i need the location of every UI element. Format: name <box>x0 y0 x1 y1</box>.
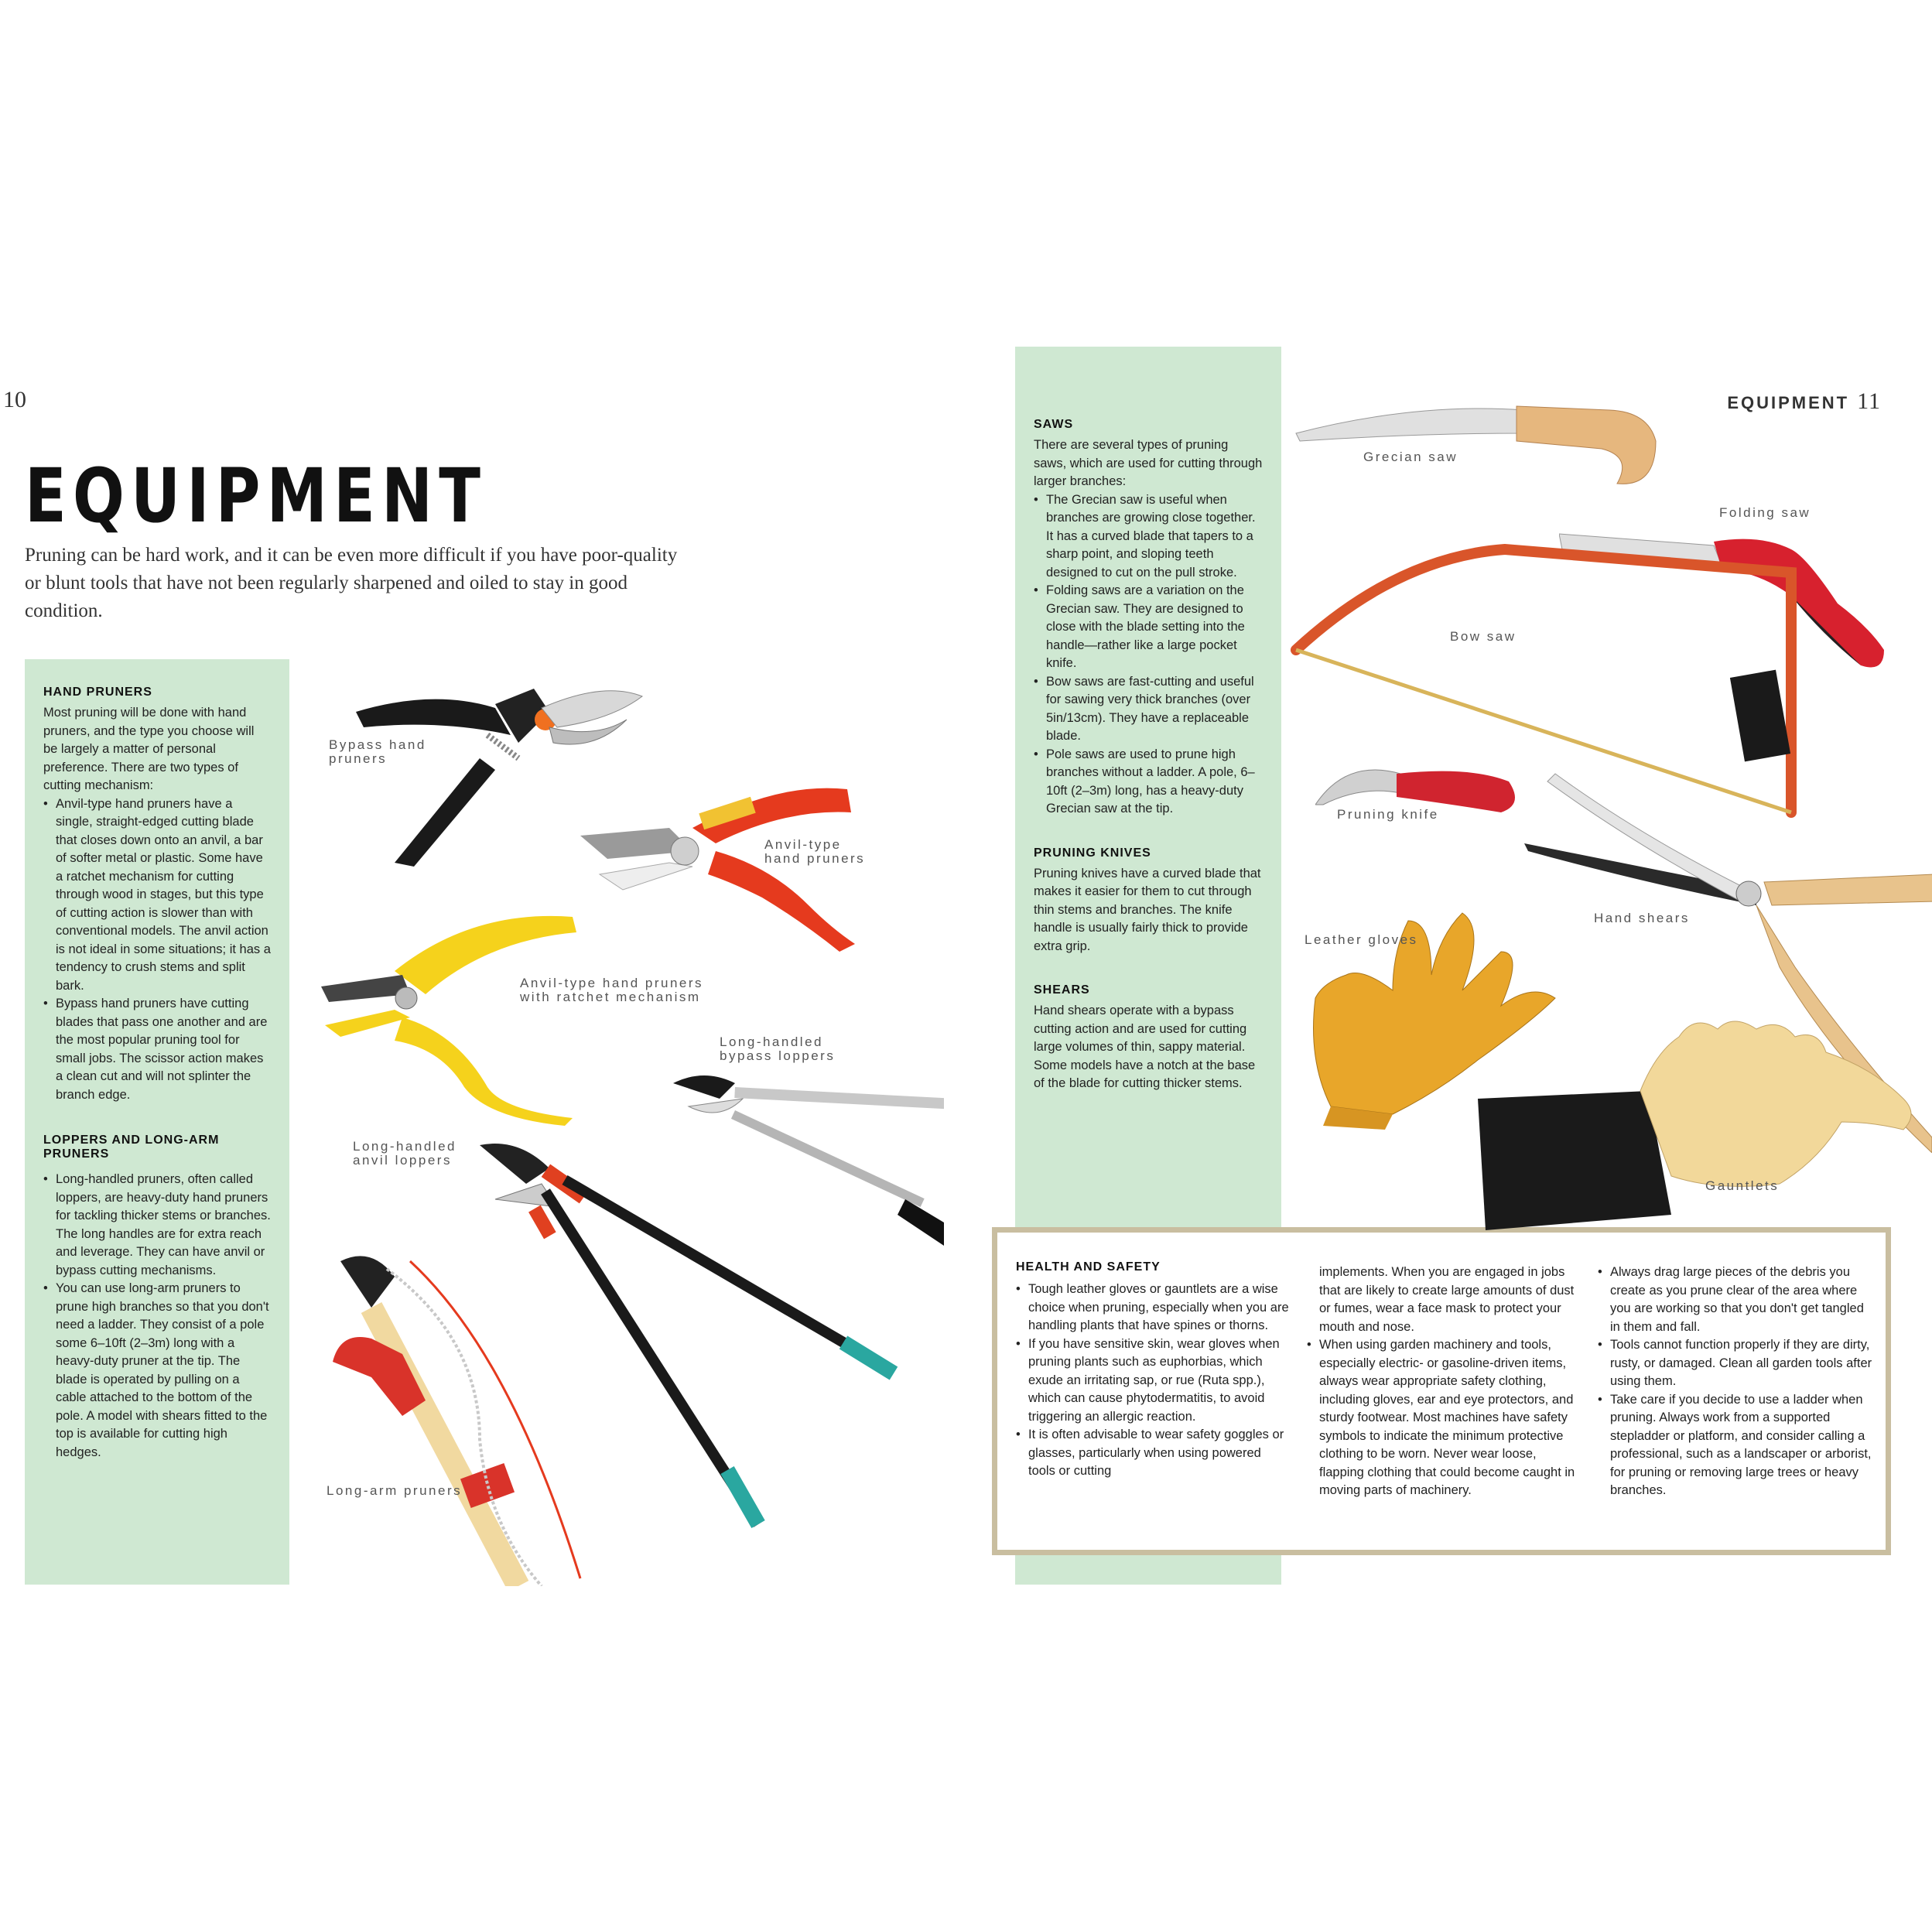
hand-pruners-sidebar <box>25 659 289 1585</box>
ratchet-pruners-illustration <box>317 909 580 1126</box>
caption-bow-saw: Bow saw <box>1450 629 1517 644</box>
caption-hand-shears: Hand shears <box>1594 911 1690 925</box>
saws-bullet: • Folding saws are a variation on the Grecian saw. They are designed to close with the blade setting into the handle—rather like a large pocket knife. <box>1034 582 1263 673</box>
hand-pruners-bullet: • Bypass hand pruners have cutting blades that pass one another and are the most popular pruning tool for small jobs. The scissor action makes a clean cut and will not splinter the branch edge. <box>43 995 271 1104</box>
grecian-saw-illustration <box>1292 395 1664 495</box>
shears-body: Hand shears operate with a bypass cutting action and are used for cutting large volumes of thin, sappy material. Some models have a notch at the base of the blade for cutting thicker stems. <box>1034 1004 1256 1090</box>
safety-bullet: • It is often advisable to wear safety goggles or glasses, particularly when using powered tools or cutting <box>1016 1426 1291 1481</box>
caption-folding-saw: Folding saw <box>1719 505 1811 520</box>
right-page-number: 11 <box>1857 388 1881 414</box>
knives-heading: PRUNING KNIVES <box>1034 846 1151 860</box>
caption-anvil-pruners: Anvil-type hand pruners <box>764 837 866 866</box>
caption-bypass-pruners: Bypass hand pruners <box>329 737 426 766</box>
caption-ratchet-pruners: Anvil-type hand pruners with ratchet mechanism <box>520 976 704 1004</box>
saws-bullet: • The Grecian saw is useful when branches are growing close together. It has a curved blade that tapers to a sharp point, and sloping teeth designed to cut on the pull stroke. <box>1034 491 1263 583</box>
loppers-bullet: • Long-handled pruners, often called loppers, are heavy-duty hand pruners for tackling thicker stems or branches. The long handles are for extra reach and leverage. They can have anvil or bypass cutting mechanisms. <box>43 1171 271 1280</box>
caption-long-arm-pruners: Long-arm pruners <box>327 1483 463 1498</box>
hand-pruners-body: Most pruning will be done with hand pruners, and the type you choose will be largely a matter of personal preference. There are two types of cutting mechanism: <box>43 706 255 792</box>
safety-bullet: • Tools cannot function properly if they are dirty, rusty, or damaged. Clean all garden tools after using them. <box>1598 1336 1873 1391</box>
saws-body: There are several types of pruning saws, which are used for cutting through larger branches: <box>1034 438 1263 488</box>
gauntlets-illustration <box>1470 1006 1927 1230</box>
safety-heading: HEALTH AND SAFETY <box>1016 1260 1161 1274</box>
safety-column-3 <box>1598 1263 1873 1500</box>
caption-grecian-saw: Grecian saw <box>1363 450 1458 464</box>
safety-bullet: • Always drag large pieces of the debris you create as you prune clear of the area where you are working so that you don't get tangled in them and fall. <box>1598 1263 1873 1336</box>
left-page-number: 10 <box>3 387 26 412</box>
safety-column-1 <box>1016 1281 1291 1481</box>
safety-bullet: • Take care if you decide to use a ladder when pruning. Always work from a supported stepladder or platform, and consider calling a professional, such as a landscaper or arborist, for pruning or removing large trees or heavy branches. <box>1598 1391 1873 1500</box>
caption-gauntlets: Gauntlets <box>1705 1178 1780 1193</box>
safety-continued-text: implements. When you are engaged in jobs that are likely to create large amounts of dust or fumes, wear a face mask to protect your mouth and nose. <box>1319 1265 1575 1334</box>
safety-bullet: • Tough leather gloves or gauntlets are a wise choice when pruning, especially when you are handling plants that have spines or thorns. <box>1016 1281 1291 1335</box>
saws-bullet: • Bow saws are fast-cutting and useful for sawing very thick branches (over 5in/13cm). They have a replaceable blade. <box>1034 673 1263 746</box>
knives-body: Pruning knives have a curved blade that makes it easier for them to cut through thin stems and branches. The knife handle is usually fairly thick to provide extra grip. <box>1034 866 1261 953</box>
safety-bullet: • If you have sensitive skin, wear gloves when pruning plants such as euphorbias, which exude an irritating sap, or rue (Ruta spp.), which can cause phytodermatitis, to avoid triggering an allergic reaction. <box>1016 1335 1291 1427</box>
loppers-bullet: • You can use long-arm pruners to prune high branches so that you don't need a ladder. They consist of a pole some 6–10ft (2–3m) long with a heavy-duty pruner at the tip. The blade is operated by pulling on a cable attached to the bottom of the pole. A model with shears fitted to the top is available for cutting high hedges. <box>43 1280 271 1462</box>
safety-column-2 <box>1307 1263 1582 1500</box>
health-safety-box <box>992 1227 1891 1555</box>
shears-heading: SHEARS <box>1034 983 1090 997</box>
caption-leather-gloves: Leather gloves <box>1305 932 1418 947</box>
hand-pruners-heading: HAND PRUNERS <box>43 686 152 699</box>
caption-anvil-loppers: Long-handled anvil loppers <box>353 1139 456 1168</box>
page-title: EQUIPMENT <box>25 453 487 539</box>
intro-paragraph: Pruning can be hard work, and it can be even more difficult if you have poor-quality or blunt tools that have not been regularly sharpened and oiled to stay in good condition. <box>25 545 678 621</box>
safety-bullet: • When using garden machinery and tools, especially electric- or gasoline-driven items, always wear appropriate safety clothing, including gloves, ear and eye protectors, and sturdy footwear. Most machines have safety symbols to indicate the minimum protective clothing to be worn. Never wear loose, flapping clothing that could become caught in moving parts of machinery. <box>1307 1336 1582 1500</box>
saws-bullet: • Pole saws are used to prune high branches without a ladder. A pole, 6–10ft (2–3m) long, has a heavy-duty Grecian saw at the tip. <box>1034 746 1263 819</box>
caption-pruning-knife: Pruning knife <box>1337 807 1439 822</box>
running-header: EQUIPMENT <box>1727 393 1850 412</box>
right-page-header <box>1727 388 1881 415</box>
saws-heading: SAWS <box>1034 418 1074 431</box>
long-arm-pruners-illustration <box>325 1246 712 1586</box>
hand-pruners-bullet: • Anvil-type hand pruners have a single, straight-edged cutting blade that closes down onto an anvil, a bar of softer metal or plastic. Some have a ratchet mechanism for cutting through wood in stages, but this type of cutting action is slower than with conventional models. The anvil action is not ideal in some situations; it has a tendency to crush stems and split bark. <box>43 795 271 996</box>
loppers-heading: LOPPERS AND LONG-ARM PRUNERS <box>43 1134 220 1161</box>
caption-bypass-loppers: Long-handled bypass loppers <box>720 1034 836 1063</box>
